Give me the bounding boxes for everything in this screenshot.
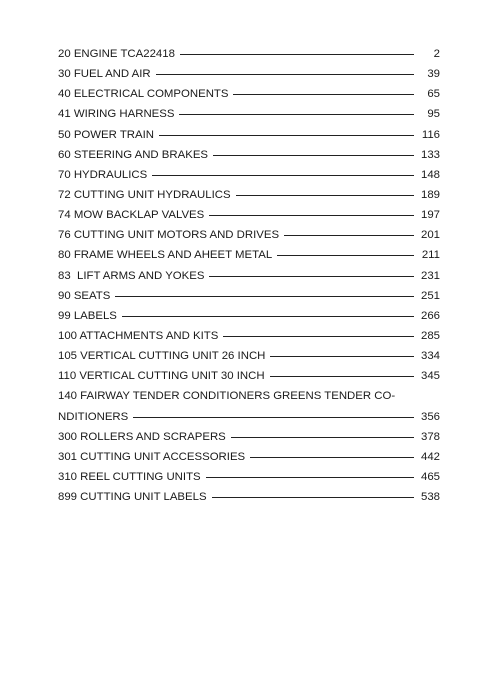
toc-entry-title: 100 ATTACHMENTS AND KITS [58, 329, 219, 342]
toc-entry-page: 378 [420, 430, 440, 443]
toc-leader-line [236, 195, 414, 196]
toc-leader-line [179, 114, 414, 115]
toc-entry-hydraulics[interactable] [58, 165, 440, 185]
toc-entry-seats[interactable] [58, 286, 440, 306]
toc-entry-title: 72 CUTTING UNIT HYDRAULICS [58, 188, 231, 201]
toc-entry-page: 201 [420, 229, 440, 242]
toc-entry-page: 345 [420, 370, 440, 383]
toc-entry-cutting-unit-labels[interactable] [58, 487, 440, 507]
toc-leader-line [180, 54, 414, 55]
toc-entry-title: 50 POWER TRAIN [58, 128, 154, 141]
toc-leader-line [270, 376, 414, 377]
toc-entry-title: 70 HYDRAULICS [58, 168, 148, 181]
toc-entry-page: 116 [421, 128, 440, 141]
toc-entry-page: 538 [420, 491, 440, 504]
toc-entry-title: 20 ENGINE TCA22418 [58, 48, 175, 60]
toc-entry-frame-wheels-and-sheet-metal[interactable] [58, 245, 440, 265]
toc-leader-line [233, 94, 414, 95]
toc-entry-power-train[interactable] [58, 125, 440, 145]
toc-entry-steering-and-brakes[interactable] [58, 145, 440, 165]
toc-entry-page: 251 [420, 289, 440, 302]
toc-leader-line [133, 417, 414, 418]
toc-leader-line [277, 255, 414, 256]
toc-entry-page: 442 [420, 450, 440, 463]
toc-entry-title: 76 CUTTING UNIT MOTORS AND DRIVES [58, 229, 280, 242]
table-of-contents [58, 44, 440, 507]
toc-entry-reel-cutting-units[interactable] [58, 467, 440, 487]
toc-entry-rollers-and-scrapers[interactable] [58, 427, 440, 447]
toc-leader-line [115, 296, 414, 297]
toc-entry-title: 301 CUTTING UNIT ACCESSORIES [58, 450, 246, 463]
toc-entry-page: 334 [420, 350, 440, 363]
toc-entry-vertical-cutting-unit-30[interactable] [58, 366, 440, 386]
toc-leader-line [152, 175, 414, 176]
toc-entry-title: 30 FUEL AND AIR [58, 68, 151, 81]
toc-entry-title: 300 ROLLERS AND SCRAPERS [58, 430, 226, 443]
toc-entry-title: 899 CUTTING UNIT LABELS [58, 491, 207, 504]
toc-entry-title: 310 REEL CUTTING UNITS [58, 470, 201, 483]
toc-entry-title: 60 STEERING AND BRAKES [58, 148, 209, 161]
toc-leader-line [209, 276, 414, 277]
toc-entry-page: 197 [420, 209, 440, 222]
toc-entry-cutting-unit-accessories[interactable] [58, 447, 440, 467]
toc-entry-page: 39 [427, 68, 440, 81]
toc-entry-page: 95 [427, 108, 440, 121]
toc-leader-line [156, 74, 414, 75]
toc-entry-fuel-and-air[interactable] [58, 64, 440, 84]
toc-entry-cutting-unit-motors-and-drives[interactable] [58, 225, 440, 245]
toc-entry-title: 83 LIFT ARMS AND YOKES [58, 269, 205, 282]
toc-entry-mow-backlap-valves[interactable] [58, 205, 440, 225]
toc-entry-page: 231 [420, 269, 440, 282]
toc-entry-electrical-components[interactable] [58, 84, 440, 104]
toc-entry-page: 189 [420, 188, 440, 201]
toc-entry-page: 65 [427, 88, 440, 101]
toc-entry-attachments-and-kits[interactable] [58, 326, 440, 346]
toc-leader-line [231, 437, 414, 438]
toc-entry-title: 41 WIRING HARNESS [58, 108, 175, 121]
toc-leader-line [223, 336, 414, 337]
toc-entry-labels[interactable] [58, 306, 440, 326]
toc-entry-title: 74 MOW BACKLAP VALVES [58, 209, 205, 222]
toc-entry-title: 140 FAIRWAY TENDER CONDITIONERS GREENS TENDER CO- [58, 390, 396, 403]
toc-entry-cutting-unit-hydraulics[interactable] [58, 185, 440, 205]
toc-leader-line [270, 356, 414, 357]
toc-entry-page: 285 [420, 329, 440, 342]
toc-leader-line [206, 477, 414, 478]
toc-leader-line [213, 155, 414, 156]
toc-entry-page: 148 [420, 168, 440, 181]
toc-entry-fairway-tender-conditioners[interactable] [58, 407, 440, 427]
toc-entry-title: 99 LABELS [58, 309, 117, 322]
toc-leader-line [250, 457, 414, 458]
toc-leader-line [284, 235, 414, 236]
toc-entry-title: NDITIONERS [58, 410, 129, 423]
toc-entry-engine[interactable] [58, 44, 440, 64]
toc-entry-page: 465 [420, 470, 440, 483]
toc-entry-lift-arms-and-yokes[interactable] [58, 266, 440, 286]
toc-leader-line [209, 215, 414, 216]
toc-leader-line [159, 135, 414, 136]
toc-entry-vertical-cutting-unit-26[interactable] [58, 346, 440, 366]
toc-leader-line [122, 316, 414, 317]
toc-entry-page: 356 [420, 410, 440, 423]
toc-entry-title: 105 VERTICAL CUTTING UNIT 26 INCH [58, 350, 266, 363]
toc-entry-title: 80 FRAME WHEELS AND AHEET METAL [58, 249, 273, 262]
toc-entry-page: 133 [420, 148, 440, 161]
toc-entry-page: 266 [420, 309, 440, 322]
toc-entry-title: 90 SEATS [58, 289, 111, 302]
toc-entry-page: 2 [433, 48, 440, 60]
toc-entry-page: 211 [421, 249, 440, 262]
toc-entry-fairway-tender-line1[interactable] [58, 386, 440, 406]
toc-entry-title: 40 ELECTRICAL COMPONENTS [58, 88, 229, 101]
toc-leader-line [212, 497, 414, 498]
toc-entry-wiring-harness[interactable] [58, 104, 440, 124]
toc-entry-title: 110 VERTICAL CUTTING UNIT 30 INCH [58, 370, 265, 383]
